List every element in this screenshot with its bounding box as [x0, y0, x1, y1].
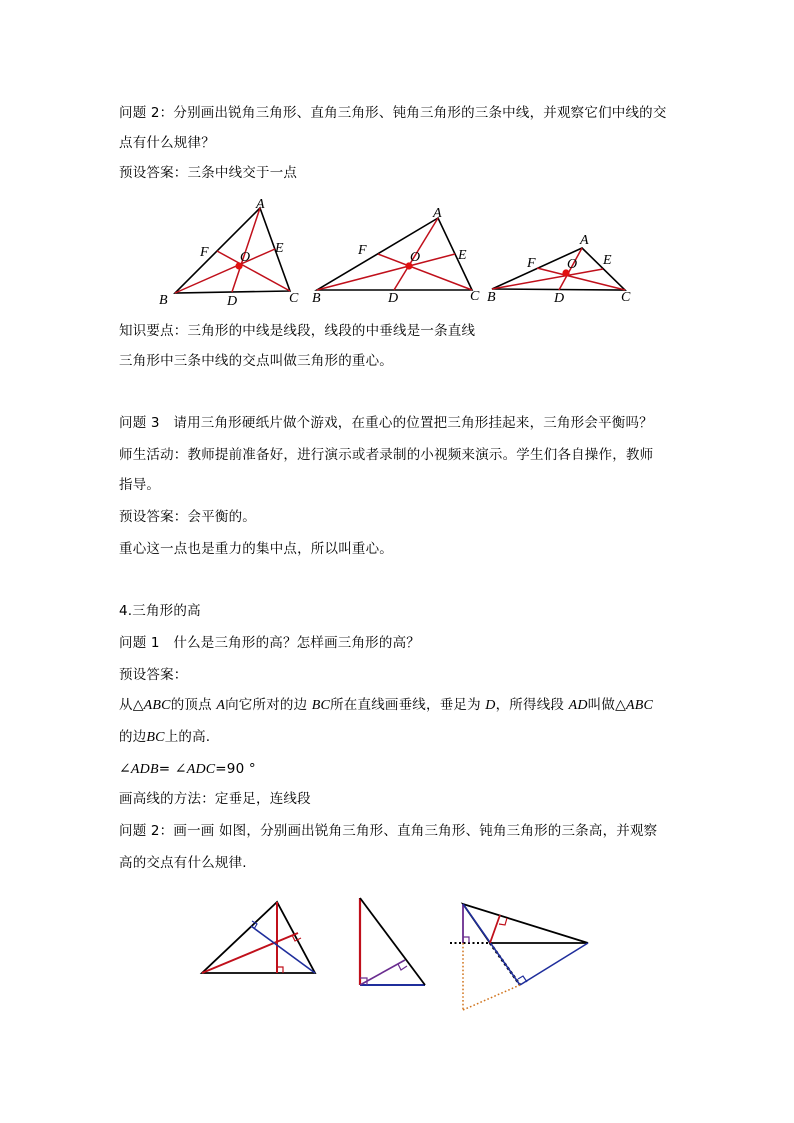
key-point-median: 知识要点：三角形的中线是线段，线段的中垂线是一条直线 [119, 323, 476, 339]
label-O: O [240, 250, 251, 265]
preset-answer-label: 预设答案： [119, 667, 188, 683]
question-3-game: 问题 3 请用三角形硬纸片做个游戏，在重心的位置把三角形挂起来，三角形会平衡吗？ [119, 415, 653, 431]
label-F: F [200, 245, 209, 260]
obtuse-triangle-medians [487, 233, 631, 306]
altitude-figures [195, 888, 605, 1018]
altitude-method: 画高线的方法：定垂足，连线段 [119, 791, 311, 807]
question-1-height: 问题 1 什么是三角形的高？怎样画三角形的高？ [119, 635, 420, 651]
height-definition-line-2: 的边BC上的高. [119, 729, 211, 745]
centroid-gravity-note: 重心这一点也是重力的集中点，所以叫重心。 [119, 541, 393, 557]
label-D: D [554, 291, 565, 306]
height-definition-line-1: 从△ABC的顶点 A向它所对的边 BC所在直线画垂线，垂足为 D，所得线段 AD叫做△ABC [119, 697, 654, 713]
label-C: C [470, 289, 480, 304]
label-F: F [358, 243, 367, 258]
centroid-definition: 三角形中三条中线的交点叫做三角形的重心。 [119, 353, 393, 369]
question-2-altitudes-line-1: 问题 2：画一画 如图，分别画出锐角三角形、直角三角形、钝角三角形的三条高，并观察 [119, 823, 658, 839]
label-E: E [275, 241, 284, 256]
right-triangle-altitudes [360, 898, 425, 985]
teacher-student-activity-2: 指导。 [119, 477, 161, 493]
label-A: A [256, 197, 265, 212]
label-E: E [603, 253, 612, 268]
obtuse-triangle-altitudes [450, 904, 588, 1010]
question-2-altitudes-line-2: 高的交点有什么规律. [119, 855, 247, 871]
acute-triangle-medians [159, 197, 299, 309]
question-2-medians-line-1: 问题 2：分别画出锐角三角形、直角三角形、钝角三角形的三条中线，并观察它们中线的交 [119, 105, 667, 121]
section-heading-height: 4.三角形的高 [119, 603, 201, 619]
label-B: B [312, 291, 321, 306]
teacher-student-activity-1: 师生活动：教师提前准备好，进行演示或者录制的小视频来演示。学生们各自操作，教师 [119, 447, 654, 463]
preset-answer-balance: 预设答案：会平衡的。 [119, 509, 256, 525]
acute-triangle-altitudes [202, 902, 315, 973]
label-O: O [410, 250, 421, 265]
preset-answer-medians: 预设答案：三条中线交于一点 [119, 165, 298, 181]
median-figures [150, 196, 650, 311]
label-A: A [580, 233, 589, 248]
label-F: F [527, 256, 536, 271]
right-angle-equation: ∠ADB= ∠ADC=90 ° [119, 761, 256, 777]
label-D: D [227, 294, 238, 309]
question-2-medians-line-2: 点有什么规律？ [119, 135, 215, 151]
label-O: O [567, 257, 578, 272]
label-C: C [289, 291, 299, 306]
right-triangle-medians [312, 206, 480, 306]
label-A: A [433, 206, 442, 221]
label-B: B [159, 293, 168, 308]
label-D: D [388, 291, 399, 306]
label-B: B [487, 290, 496, 305]
label-E: E [458, 248, 467, 263]
label-C: C [621, 290, 631, 305]
